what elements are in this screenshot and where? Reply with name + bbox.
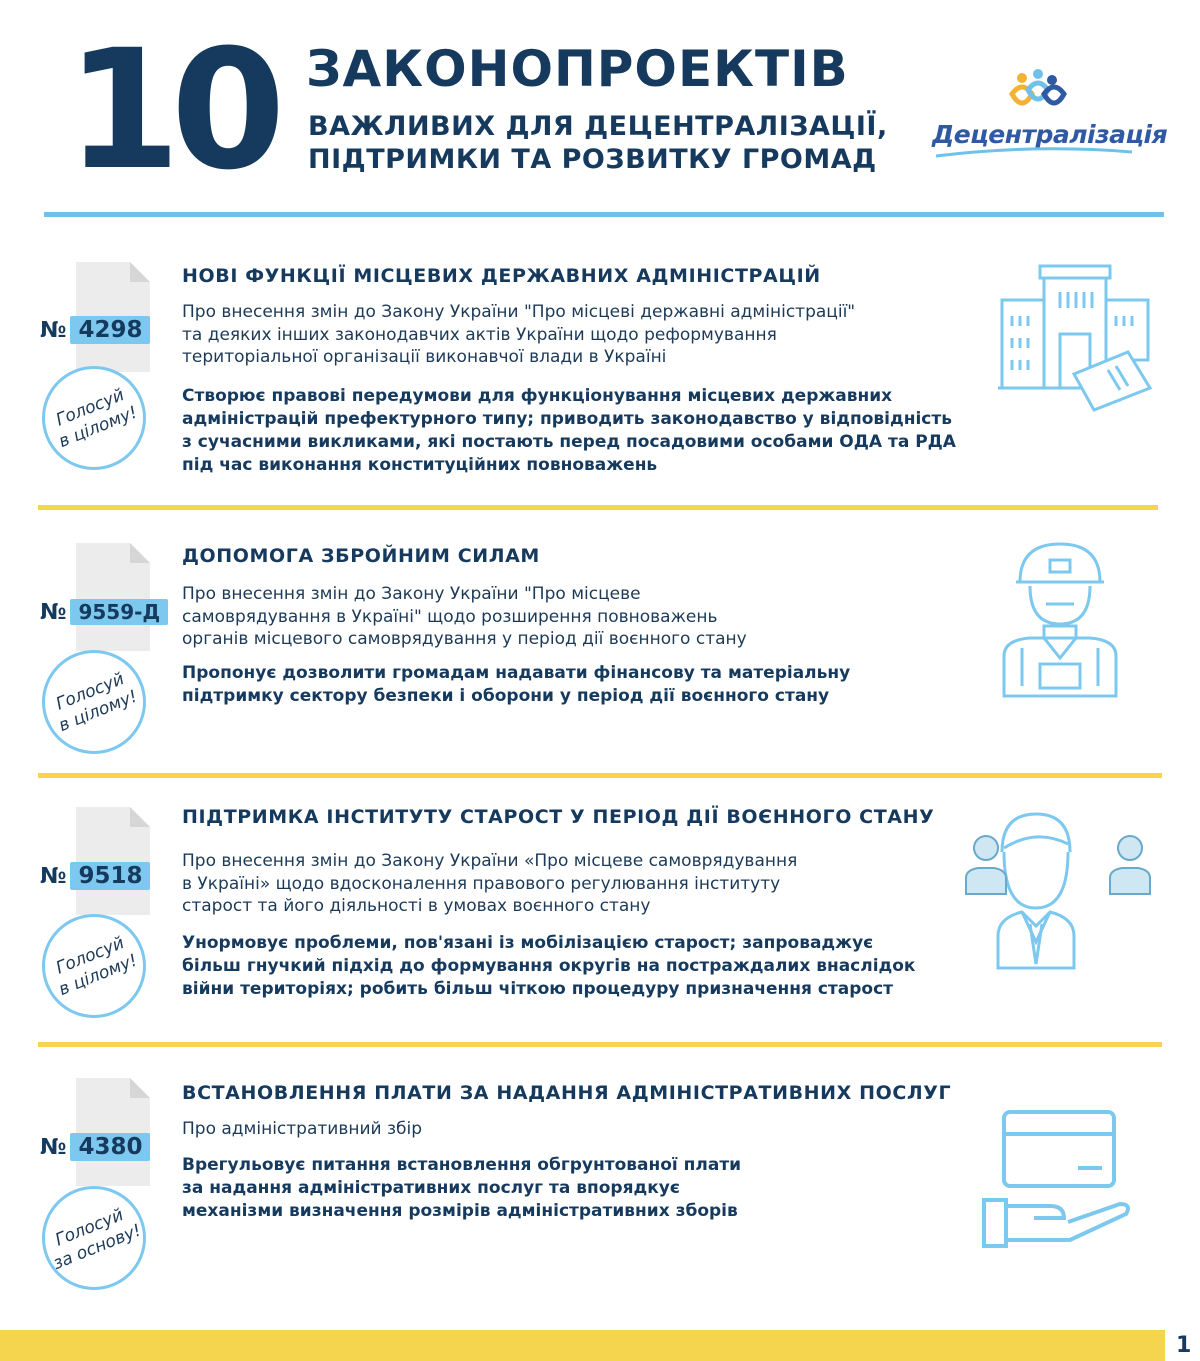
- section-summary: Створює правові передумови для функціонування місцевих державних адміністрацій префектурного типу; приводить законодавство у відповідність з сучасними викликами, які постають перед посадовими особами ОДА та РДА під час виконання конституційних повноважень: [182, 386, 956, 475]
- bill-number: № 9518: [40, 862, 150, 890]
- section-description: Про адміністративний збір: [182, 1119, 423, 1139]
- section-title: НОВІ ФУНКЦІЇ МІСЦЕВИХ ДЕРЖАВНИХ АДМІНІСТРАЦІЙ: [182, 265, 821, 287]
- section-description: Про внесення змін до Закону України "Про місцеве самоврядування в Україні" щодо розширення повноважень органів місцевого самоврядування у період дії воєнного стану: [182, 584, 747, 649]
- bill-number-value: 9559-Д: [70, 599, 168, 625]
- soldier-icon: [1000, 540, 1120, 700]
- government-building-icon: [998, 262, 1158, 417]
- logo-people-icon: [1000, 64, 1070, 119]
- bill-number-value: 4298: [70, 316, 150, 344]
- document-icon: [76, 543, 150, 651]
- bill-number-value: 9518: [70, 862, 150, 890]
- official-with-soldiers-icon: [960, 808, 1155, 970]
- footer-bar: [0, 1330, 1165, 1361]
- bill-number: № 4298: [40, 316, 150, 344]
- section-title: ВСТАНОВЛЕННЯ ПЛАТИ ЗА НАДАННЯ АДМІНІСТРАТИВНИХ ПОСЛУГ: [182, 1082, 952, 1104]
- section-summary: Пропонує дозволити громадам надавати фінансову та матеріальну підтримку сектору безпеки і оборони у період дії воєнного стану: [182, 663, 851, 706]
- vote-stamp-text: Голосуй в цілому!: [52, 385, 140, 453]
- decentralization-logo: [932, 64, 1168, 164]
- section-divider: [38, 773, 1162, 778]
- header-title: ЗАКОНОПРОЕКТІВ: [306, 40, 849, 98]
- vote-stamp: [42, 366, 146, 470]
- header-number: 10: [66, 14, 276, 206]
- section-description: Про внесення змін до Закону України «Про місцеве самоврядування в Україні» щодо вдосконалення правового регулювання інституту старост та його діяльності в умовах воєнного стану: [182, 851, 798, 916]
- section-title: ДОПОМОГА ЗБРОЙНИМ СИЛАМ: [182, 545, 540, 567]
- vote-stamp-text: Голосуй в цілому!: [52, 669, 140, 737]
- page-number: 1: [1176, 1333, 1192, 1358]
- vote-stamp: [42, 650, 146, 754]
- logo-swoosh-icon: [934, 146, 1134, 160]
- section-divider: [38, 1042, 1162, 1047]
- header-subtitle: [308, 110, 888, 176]
- bill-number: № 9559-Д: [40, 599, 168, 625]
- section-summary: Унормовує проблеми, пов'язані із мобілізацією старост; запроваджує більш гнучкий підхід до формування округів на постраждалих внаслідок війни територіях; робить більш чіткою процедуру призначення старост: [182, 933, 916, 999]
- bill-number: № 4380: [40, 1133, 150, 1161]
- vote-stamp: [42, 914, 146, 1018]
- section-title: ПІДТРИМКА ІНСТИТУТУ СТАРОСТ У ПЕРІОД ДІЇ ВОЄННОГО СТАНУ: [182, 806, 935, 828]
- header-divider: [44, 212, 1164, 217]
- vote-stamp: [42, 1186, 146, 1290]
- card-in-hand-icon: [980, 1108, 1140, 1250]
- document-icon: [76, 1078, 150, 1186]
- header-subtitle-line1: ВАЖЛИВИХ ДЛЯ ДЕЦЕНТРАЛІЗАЦІЇ,: [308, 111, 888, 142]
- section-description: Про внесення змін до Закону України "Про місцеві державні адміністрації" та деяких інших законодавчих актів України щодо реформування територіальної організації виконавчої влади в Україні: [182, 302, 856, 367]
- logo-text: Децентралізація: [932, 120, 1168, 149]
- header: [0, 0, 1200, 210]
- vote-stamp-text: Голосуй за основу!: [50, 1205, 145, 1274]
- vote-stamp-text: Голосуй в цілому!: [52, 933, 140, 1001]
- section-summary: Врегульовує питання встановлення обгрунтованої плати за надання адміністративних послуг та впорядкує механізми визначення розмірів адміністративних зборів: [182, 1155, 742, 1221]
- bill-number-value: 4380: [70, 1133, 150, 1161]
- section-divider: [38, 505, 1158, 510]
- document-icon: [76, 807, 150, 915]
- header-subtitle-line2: ПІДТРИМКИ ТА РОЗВИТКУ ГРОМАД: [308, 144, 877, 175]
